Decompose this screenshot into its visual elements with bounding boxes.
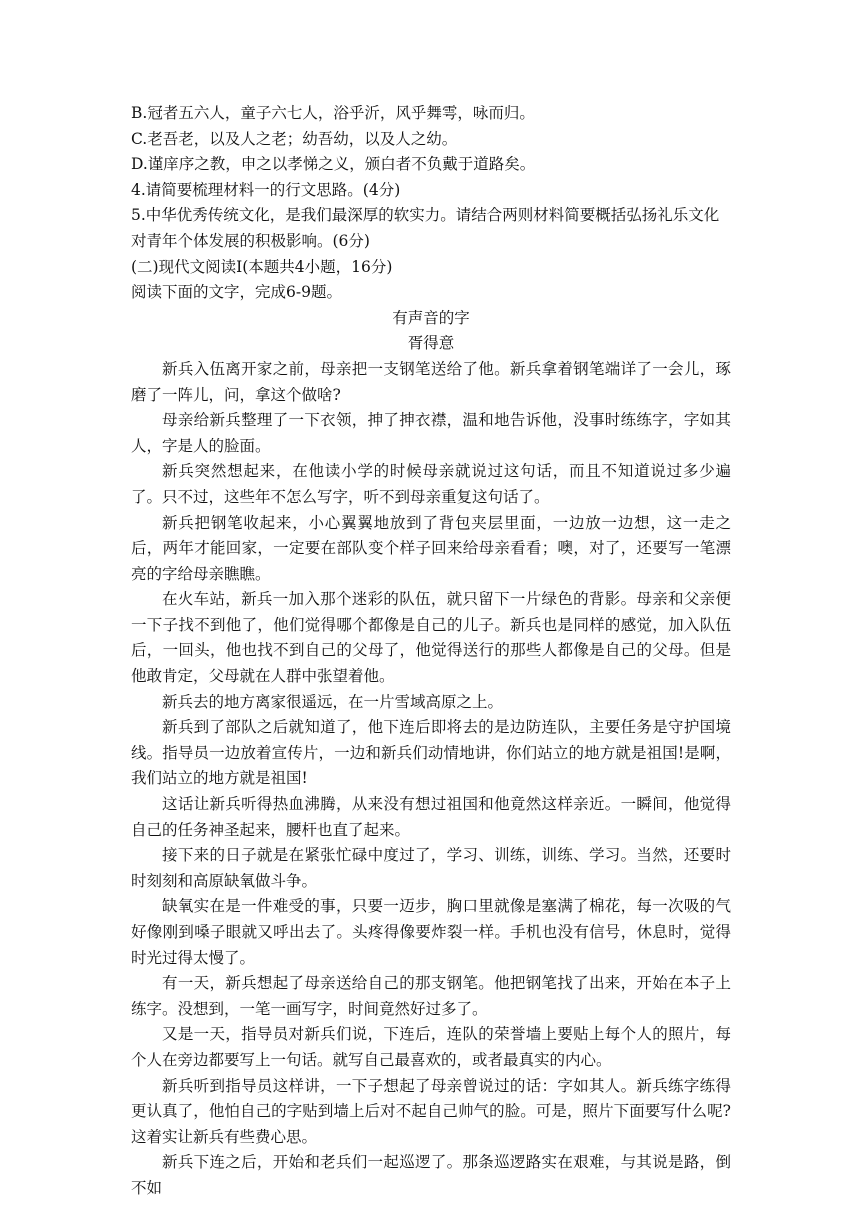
- article-paragraph: 新兵去的地方离家很遥远，在一片雪域高原之上。: [162, 692, 504, 711]
- question-4: 4.请简要梳理材料一的行文思路。(4分): [131, 180, 401, 199]
- section-heading: (二)现代文阅读Ⅰ(本题共4小题，16分): [131, 257, 393, 276]
- option-c: C.老吾老，以及人之老；幼吾幼，以及人之幼。: [131, 129, 458, 148]
- article-paragraph: 接下来的日子就是在紧张忙碌中度过了，学习、训练，训练、学习。当然，还要时时刻刻和高原缺氧做斗争。: [131, 846, 731, 890]
- article-paragraph: 在火车站，新兵一加入那个迷彩的队伍，就只留下一片绿色的背影。母亲和父亲便一下子找不到他了，他们觉得哪个都像是自己的儿子。新兵也是同样的感觉，加入队伍后，一回头，他也找不到自己的父母了，他觉得送行的那些人都像是自己的父母。但是他敢肯定，父母就在人群中张望着他。: [131, 590, 731, 686]
- article-paragraph: 新兵入伍离开家之前，母亲把一支钢笔送给了他。新兵拿着钢笔端详了一会儿，琢磨了一阵儿，问，拿这个做啥?: [131, 359, 731, 404]
- article-paragraph: 新兵把钢笔收起来，小心翼翼地放到了背包夹层里面，一边放一边想，这一走之后，两年才能回家，一定要在部队变个样子回来给母亲看看；噢，对了，还要写一笔漂亮的字给母亲瞧瞧。: [131, 513, 731, 583]
- article-paragraph: 这话让新兵听得热血沸腾，从来没有想过祖国和他竟然这样亲近。一瞬间，他觉得自己的任务神圣起来，腰杆也直了起来。: [131, 795, 731, 839]
- article-paragraph: 母亲给新兵整理了一下衣领，抻了抻衣襟，温和地告诉他，没事时练练字，字如其人，字是人的脸面。: [131, 411, 731, 455]
- article-paragraph: 缺氧实在是一件难受的事，只要一迈步，胸口里就像是塞满了棉花，每一次吸的气好像刚到嗓子眼就又呼出去了。头疼得像要炸裂一样。手机也没有信号，休息时，觉得时光过得太慢了。: [131, 897, 731, 967]
- article-author: 胥得意: [407, 334, 455, 353]
- article-title: 有声音的字: [392, 308, 470, 327]
- article-paragraph: 又是一天，指导员对新兵们说，下连后，连队的荣誉墙上要贴上每个人的照片，每个人在旁边都要写上一句话。就写自己最喜欢的，或者最真实的内心。: [131, 1025, 731, 1069]
- option-d: D.谨庠序之教，申之以孝悌之义，颁白者不负戴于道路矣。: [131, 155, 536, 174]
- question-5: 5.中华优秀传统文化，是我们最深厚的软实力。请结合两则材料简要概括弘扬礼乐文化对青年个体发展的积极影响。(6分): [131, 206, 720, 250]
- option-b: B.冠者五六人，童子六七人，浴乎沂，风乎舞雩，咏而归。: [131, 104, 535, 122]
- section-instruction: 阅读下面的文字，完成6-9题。: [131, 283, 342, 302]
- document-content: [131, 101, 731, 1202]
- article-paragraph: 新兵听到指导员这样讲，一下子想起了母亲曾说过的话：字如其人。新兵练字练得更认真了，他怕自己的字贴到墙上后对不起自己帅气的脸。可是，照片下面要写什么呢?这着实让新兵有些费心思。: [131, 1076, 731, 1146]
- article-paragraph: 新兵下连之后，开始和老兵们一起巡逻了。那条巡逻路实在艰难，与其说是路，倒不如: [131, 1153, 731, 1197]
- article-paragraph: 新兵到了部队之后就知道了，他下连后即将去的是边防连队，主要任务是守护国境线。指导员一边放着宣传片，一边和新兵们动情地讲，你们站立的地方就是祖国!是啊，我们站立的地方就是祖国!: [131, 718, 731, 788]
- article-paragraph: 新兵突然想起来，在他读小学的时候母亲就说过这句话，而且不知道说过多少遍了。只不过，这些年不怎么写字，听不到母亲重复这句话了。: [131, 462, 731, 506]
- article-paragraph: 有一天，新兵想起了母亲送给自己的那支钢笔。他把钢笔找了出来，开始在本子上练字。没想到，一笔一画写字，时间竟然好过多了。: [131, 974, 731, 1018]
